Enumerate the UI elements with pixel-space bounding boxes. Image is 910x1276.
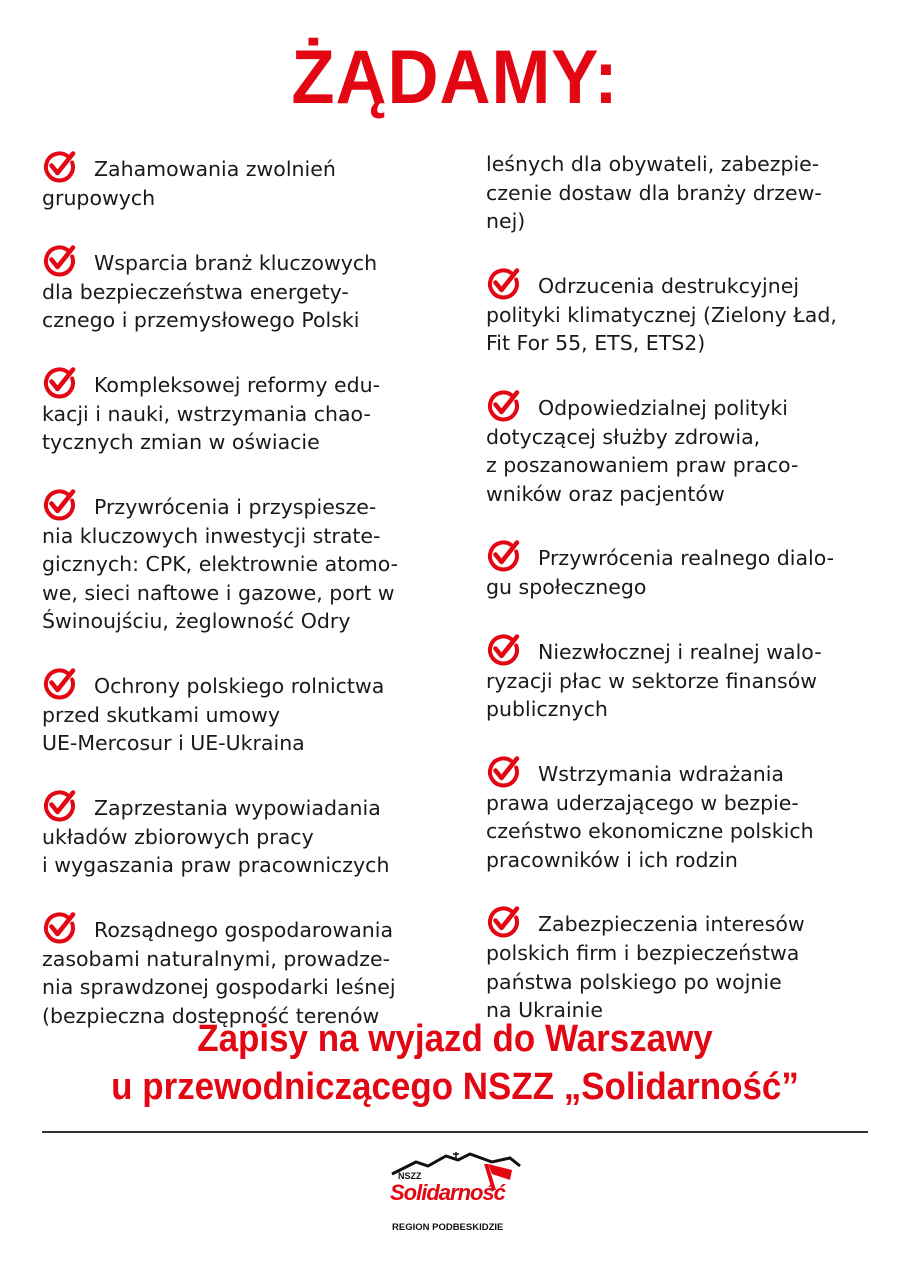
- demand-line: cznego i przemysłowego Polski: [42, 308, 360, 332]
- continuation-line: czenie dostaw dla branży drzew-: [486, 180, 822, 205]
- demand-first-line: [486, 389, 896, 423]
- demand-line: publicznych: [486, 697, 608, 721]
- demand-line: układów zbiorowych pracy: [42, 824, 314, 849]
- demand-first-line: [486, 267, 896, 301]
- demand-first-line: [42, 911, 452, 945]
- check-circle-icon: [42, 150, 76, 184]
- demand-first-line: [42, 789, 452, 823]
- demand-first-line: [486, 905, 896, 939]
- demand-text: Odpowiedzialnej polityki: [538, 395, 789, 420]
- demand-item: [486, 389, 896, 509]
- demand-line: nia kluczowych inwestycji strate-: [42, 523, 381, 548]
- demand-item: [42, 366, 452, 457]
- demand-line: Fit For 55, ETS, ETS2): [486, 331, 706, 355]
- demand-item: [42, 789, 452, 880]
- demand-line: prawa uderzającego w bezpie-: [486, 790, 799, 815]
- demand-line: UE-Mercosur i UE-Ukraina: [42, 731, 305, 755]
- demand-line: czeństwo ekonomiczne polskich: [486, 819, 814, 843]
- check-circle-icon: [486, 389, 520, 423]
- continuation-line: leśnych dla obywateli, zabezpie-: [486, 152, 820, 176]
- demand-text: Odrzucenia destrukcyjnej: [538, 273, 800, 298]
- demand-text: Ochrony polskiego rolnictwa: [94, 673, 385, 698]
- demand-text: Zabezpieczenia interesów: [538, 912, 805, 936]
- demand-item: [42, 244, 452, 335]
- check-circle-icon: [486, 539, 520, 573]
- demand-item: [42, 911, 452, 1031]
- continuation-line: nej): [486, 209, 526, 233]
- demand-line: dotyczącej służby zdrowia,: [486, 424, 761, 449]
- demand-line: z poszanowaniem praw praco-: [486, 453, 799, 477]
- demand-line: (bezpieczna dostępność terenów: [42, 1003, 380, 1028]
- demand-first-line: [42, 488, 452, 522]
- demand-line: Świnoujściu, żeglowność Odry: [42, 609, 351, 633]
- solidarnosc-logo: [388, 1150, 522, 1236]
- continuation-text: [486, 150, 896, 236]
- demand-item: [486, 267, 896, 358]
- demand-line: grupowych: [42, 186, 156, 210]
- demand-first-line: [486, 755, 896, 789]
- demand-item: [486, 755, 896, 875]
- demand-line: wników oraz pacjentów: [486, 481, 725, 506]
- check-circle-icon: [486, 267, 520, 301]
- demand-line: gicznych: CPK, elektrownie atomo-: [42, 552, 399, 576]
- check-circle-icon: [42, 789, 76, 823]
- demand-text: Przywrócenia realnego dialo-: [538, 546, 835, 570]
- demand-item: [42, 150, 452, 213]
- demand-item: [486, 905, 896, 1025]
- demand-text: Wstrzymania wdrażania: [538, 761, 784, 786]
- demand-text: Rozsądnego gospodarowania: [94, 917, 394, 942]
- check-circle-icon: [42, 488, 76, 522]
- demand-first-line: [42, 667, 452, 701]
- divider: [42, 1131, 868, 1133]
- signup-line-1: Zapisy na wyjazd do Warszawy: [197, 1018, 713, 1060]
- demand-first-line: [42, 150, 452, 184]
- check-circle-icon: [42, 911, 76, 945]
- demand-line: i wygaszania praw pracowniczych: [42, 853, 390, 877]
- demand-item: [42, 667, 452, 758]
- logo-region: REGION PODBESKIDZIE: [392, 1222, 504, 1233]
- demand-line: we, sieci naftowe i gazowe, port w: [42, 580, 395, 605]
- demand-item: [42, 488, 452, 636]
- check-circle-icon: [42, 366, 76, 400]
- demand-first-line: [42, 244, 452, 278]
- check-circle-icon: [486, 905, 520, 939]
- check-circle-icon: [42, 244, 76, 278]
- demand-text: Przywrócenia i przyspiesze-: [94, 494, 377, 519]
- check-circle-icon: [486, 755, 520, 789]
- demand-line: tycznych zmian w oświacie: [42, 430, 320, 454]
- demand-line: państwa polskiego po wojnie: [486, 969, 782, 994]
- demand-line: pracowników i ich rodzin: [486, 847, 738, 872]
- demand-first-line: [486, 539, 896, 573]
- demand-line: przed skutkami umowy: [42, 702, 280, 727]
- demand-line: nia sprawdzonej gospodarki leśnej: [42, 975, 396, 999]
- demand-line: gu społecznego: [486, 575, 647, 599]
- signup-line-2: u przewodniczącego NSZZ „Solidarność”: [111, 1066, 799, 1108]
- demand-text: Zaprzestania wypowiadania: [94, 795, 381, 820]
- page-title: ŻĄDAMY:: [291, 35, 619, 120]
- demand-line: na Ukrainie: [486, 998, 603, 1022]
- demand-line: dla bezpieczeństwa energety-: [42, 279, 349, 304]
- demand-item: [486, 633, 896, 724]
- demand-first-line: [486, 633, 896, 667]
- demand-first-line: [42, 366, 452, 400]
- demand-line: ryzacji płac w sektorze finansów: [486, 668, 818, 693]
- demand-item: [486, 539, 896, 602]
- logo-nszz: NSZZ: [398, 1171, 422, 1181]
- demand-text: Niezwłocznej i realnej walo-: [538, 639, 822, 664]
- left-column: [42, 150, 452, 1061]
- demand-line: kacji i nauki, wstrzymania chao-: [42, 401, 371, 426]
- logo-brand: Solidarność: [390, 1180, 505, 1205]
- check-circle-icon: [42, 667, 76, 701]
- demand-text: Zahamowania zwolnień: [94, 157, 336, 181]
- check-circle-icon: [486, 633, 520, 667]
- right-column: [486, 150, 896, 1056]
- demand-text: Wsparcia branż kluczowych: [94, 250, 378, 275]
- demand-line: polityki klimatycznej (Zielony Ład,: [486, 302, 837, 327]
- demand-text: Kompleksowej reformy edu-: [94, 372, 380, 397]
- demand-line: zasobami naturalnymi, prowadze-: [42, 946, 391, 971]
- demand-line: polskich firm i bezpieczeństwa: [486, 941, 800, 965]
